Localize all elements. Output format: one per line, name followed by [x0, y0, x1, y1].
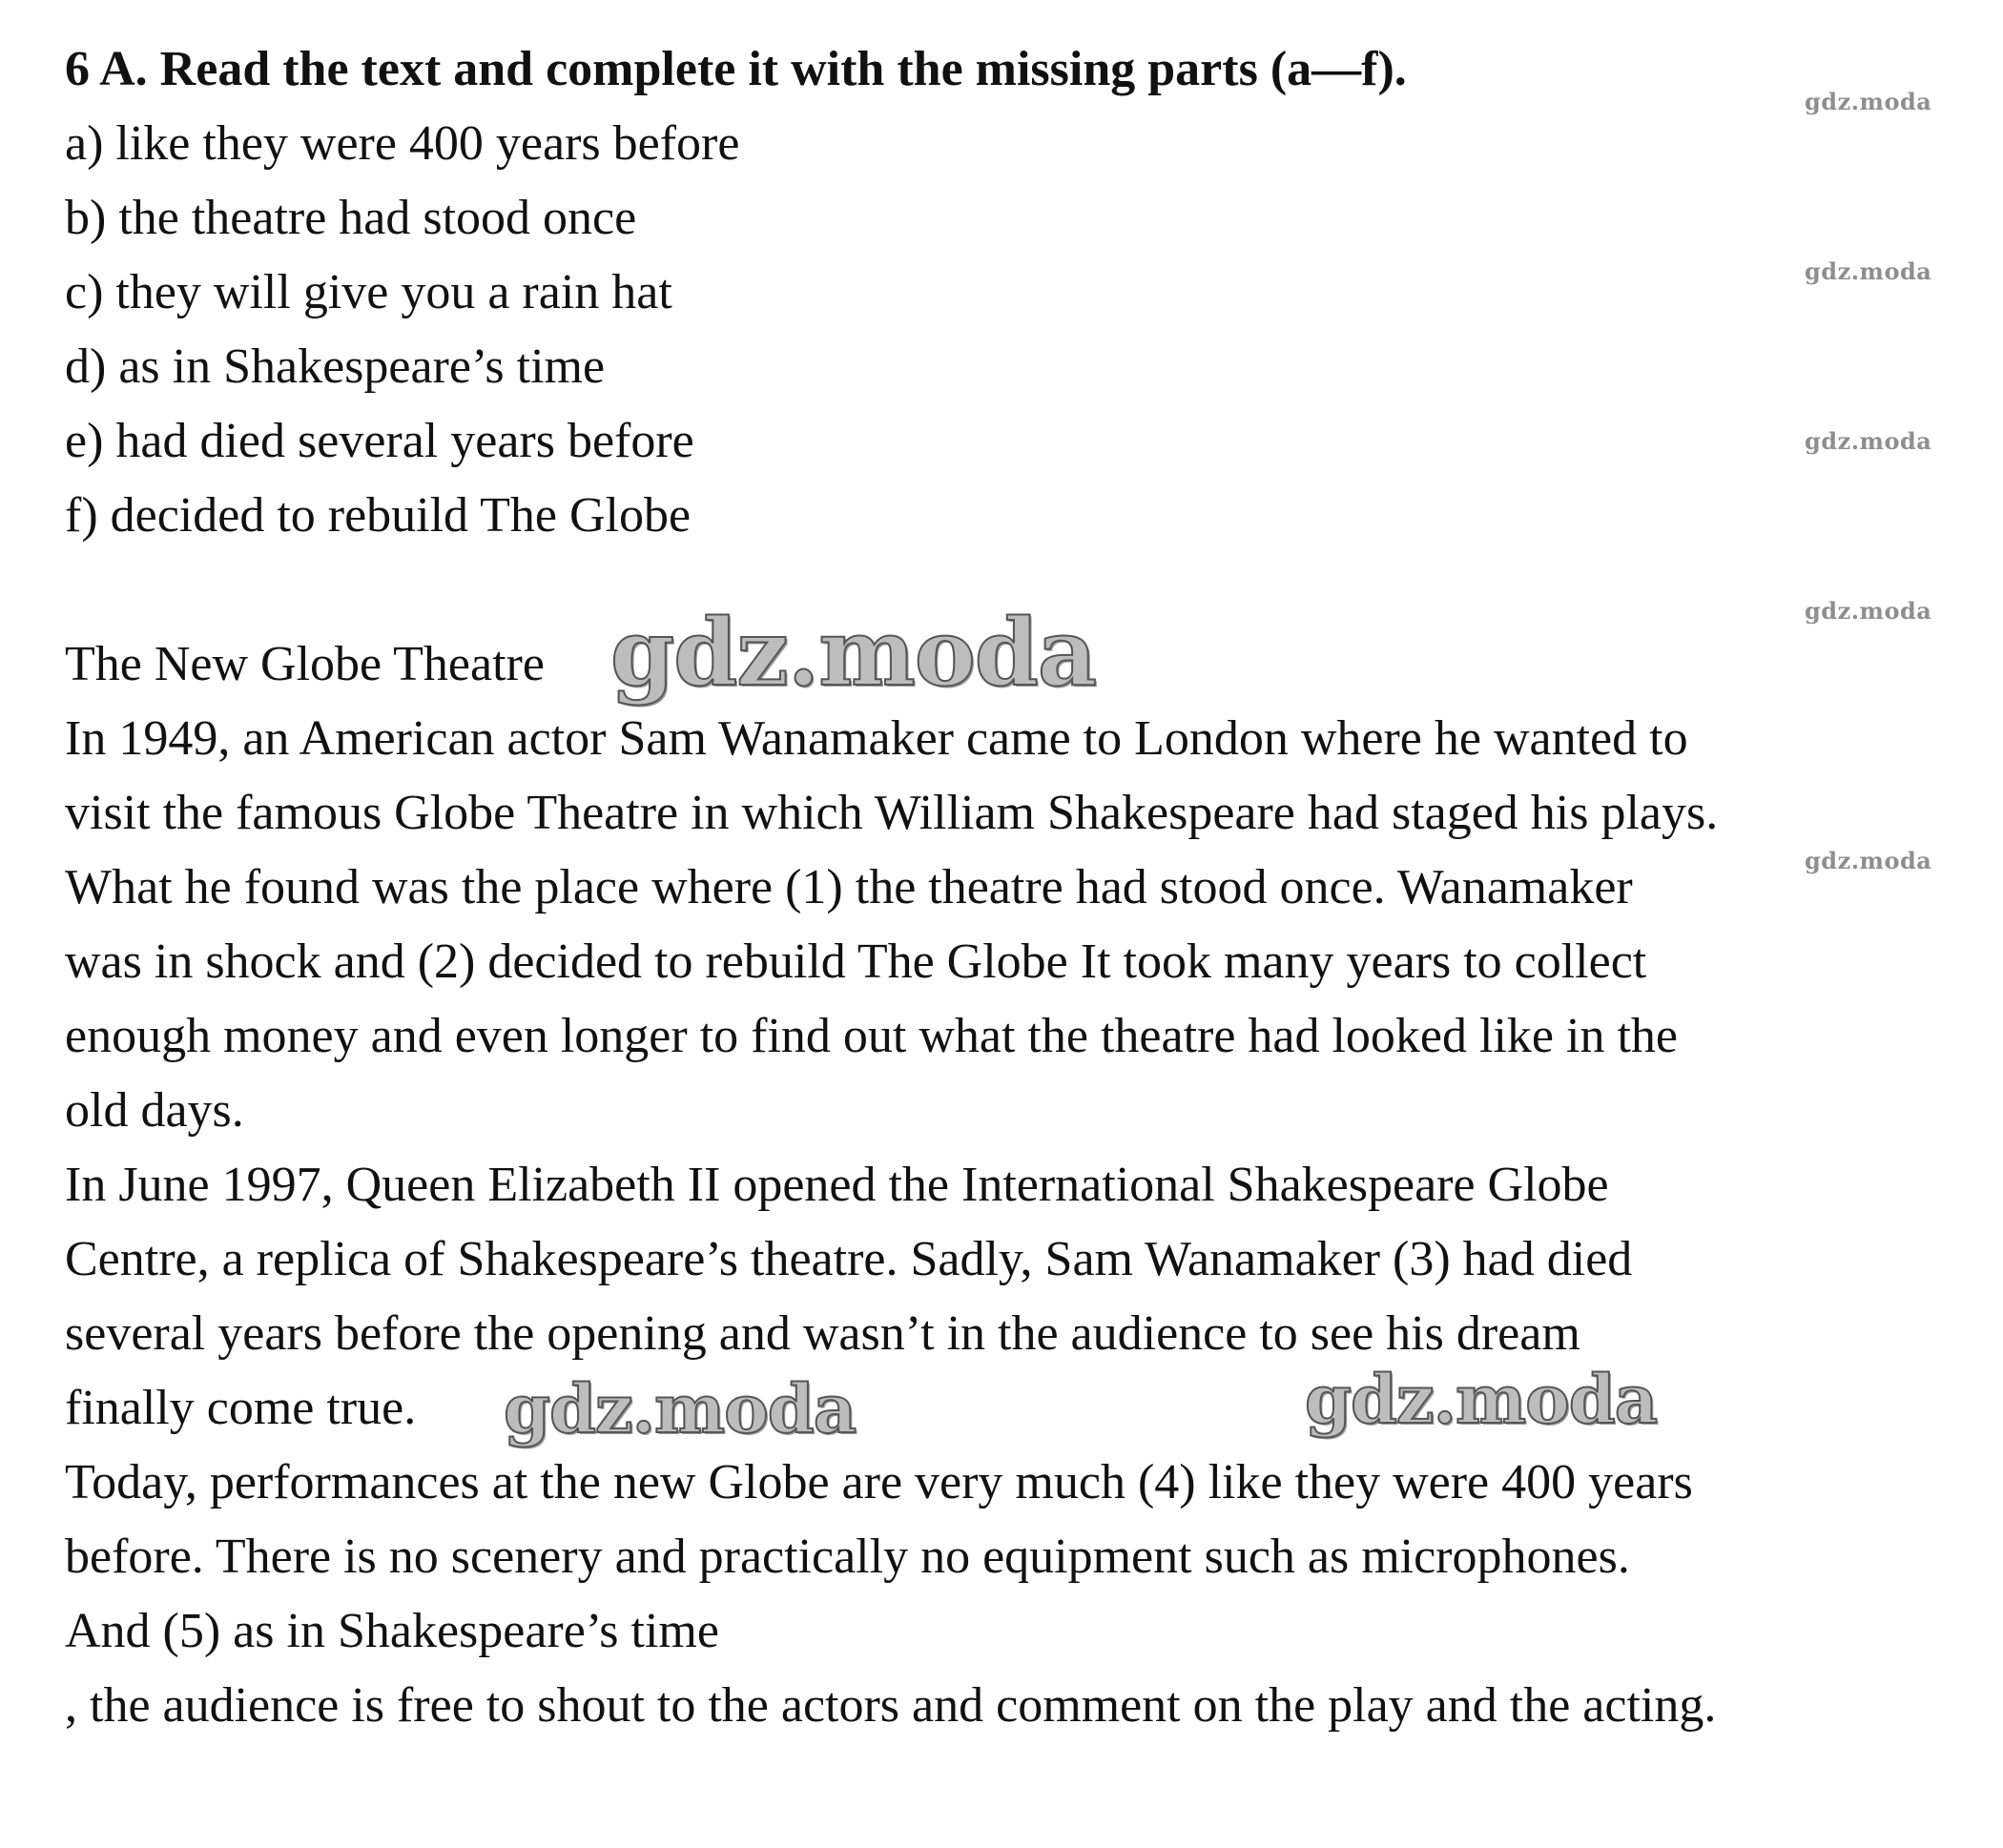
watermark-large: gdz.moda [1305, 1360, 1658, 1439]
article-line: And (5) as in Shakespeare’s time [65, 1604, 719, 1658]
exercise-heading: 6 A. Read the text and complete it with the missing parts (a—f). [65, 42, 1407, 96]
article-line: finally come true. [65, 1381, 417, 1435]
watermark-large: gdz.moda [610, 599, 1097, 707]
article-line: several years before the opening and wasn’t in the audience to see his dream [65, 1306, 1580, 1361]
watermark-small: gdz.moda [1805, 847, 1932, 874]
option-b: b) the theatre had stood once [65, 191, 637, 245]
watermark-small: gdz.moda [1805, 88, 1932, 115]
article-line: What he found was the place where (1) the theatre had stood once. Wanamaker [65, 860, 1633, 914]
article-title: The New Globe Theatre [65, 637, 545, 691]
watermark-large: gdz.moda [504, 1369, 857, 1448]
article-line: Centre, a replica of Shakespeare’s theatre. Sadly, Sam Wanamaker (3) had died [65, 1232, 1633, 1286]
article-line: before. There is no scenery and practically no equipment such as microphones. [65, 1530, 1630, 1584]
watermark-small: gdz.moda [1805, 597, 1932, 625]
article-line: was in shock and (2) decided to rebuild The Globe It took many years to collect [65, 934, 1647, 989]
option-c: c) they will give you a rain hat [65, 265, 672, 319]
article-line: visit the famous Globe Theatre in which William Shakespeare had staged his plays. [65, 786, 1719, 840]
watermark-small: gdz.moda [1805, 257, 1932, 285]
article-line: old days. [65, 1083, 244, 1138]
article-line: In June 1997, Queen Elizabeth II opened the International Shakespeare Globe [65, 1158, 1609, 1212]
article-line: , the audience is free to shout to the actors and comment on the play and the acting. [65, 1678, 1717, 1733]
option-d: d) as in Shakespeare’s time [65, 339, 606, 394]
article-line: enough money and even longer to find out what the theatre had looked like in the [65, 1009, 1678, 1063]
article-line: In 1949, an American actor Sam Wanamaker came to London where he wanted to [65, 711, 1688, 766]
watermark-small: gdz.moda [1805, 427, 1932, 455]
article-line: Today, performances at the new Globe are very much (4) like they were 400 years [65, 1455, 1693, 1509]
option-f: f) decided to rebuild The Globe [65, 488, 692, 543]
option-e: e) had died several years before [65, 414, 694, 468]
option-a: a) like they were 400 years before [65, 116, 740, 171]
